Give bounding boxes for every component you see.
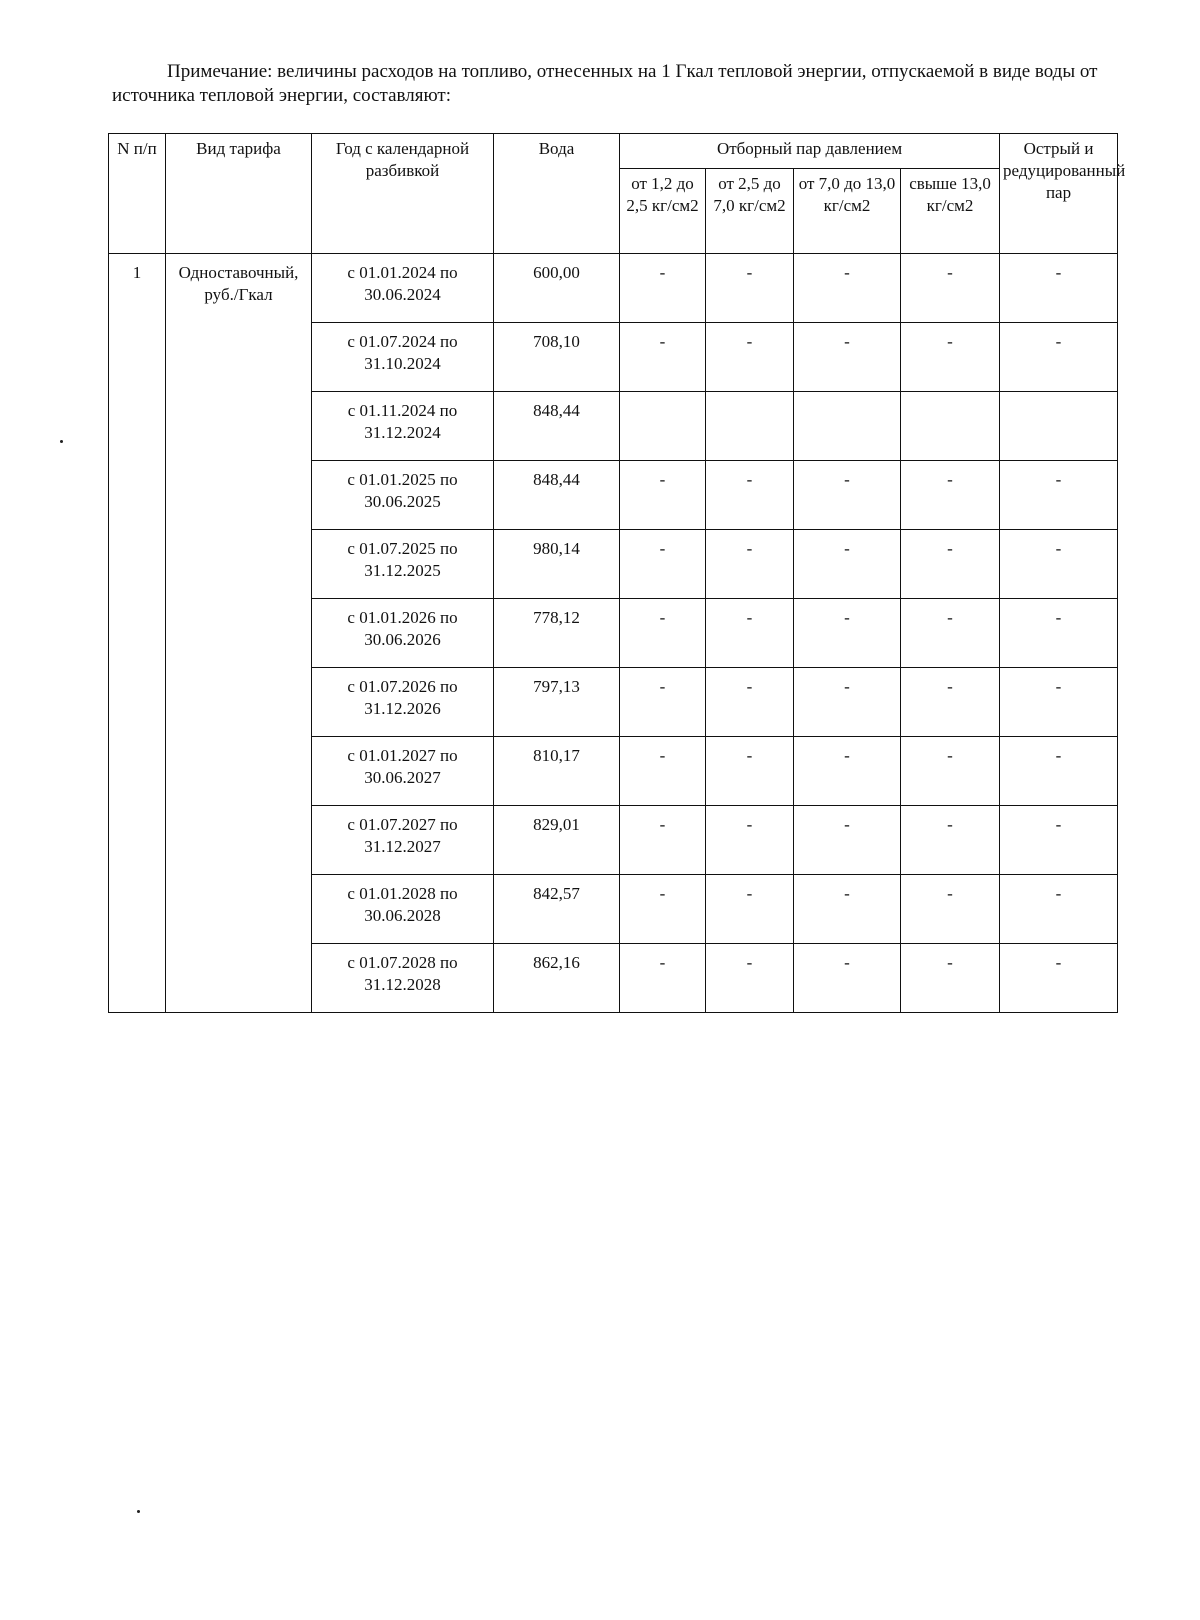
header-steam-1: от 1,2 до 2,5 кг/см2 <box>620 169 706 254</box>
steam-2-value <box>706 392 794 461</box>
acute-steam-value: - <box>1000 254 1118 323</box>
steam-3-value: - <box>794 668 901 737</box>
steam-1-value <box>620 392 706 461</box>
acute-steam-value <box>1000 392 1118 461</box>
steam-3-value: - <box>794 254 901 323</box>
acute-steam-value: - <box>1000 530 1118 599</box>
header-acute-steam: Острый и редуцированный пар <box>1000 134 1118 254</box>
header-steam-group: Отборный пар давлением <box>620 134 1000 169</box>
steam-4-value: - <box>901 323 1000 392</box>
note-paragraph: Примечание: величины расходов на топливо, отнесенных на 1 Гкал тепловой энергии, отпускаемой в виде воды от источника тепловой энергии, составляют: <box>112 61 1098 106</box>
steam-1-value: - <box>620 323 706 392</box>
period-cell: с 01.11.2024 по 31.12.2024 <box>312 392 494 461</box>
steam-4-value: - <box>901 461 1000 530</box>
steam-1-value: - <box>620 944 706 1013</box>
acute-steam-value: - <box>1000 875 1118 944</box>
water-value: 708,10 <box>494 323 620 392</box>
header-num: N п/п <box>109 134 166 254</box>
steam-3-value: - <box>794 461 901 530</box>
steam-4-value <box>901 392 1000 461</box>
steam-4-value: - <box>901 254 1000 323</box>
steam-1-value: - <box>620 461 706 530</box>
header-tariff-type: Вид тарифа <box>166 134 312 254</box>
steam-2-value: - <box>706 668 794 737</box>
period-cell: с 01.07.2026 по 31.12.2026 <box>312 668 494 737</box>
water-value: 829,01 <box>494 806 620 875</box>
steam-2-value: - <box>706 599 794 668</box>
water-value: 848,44 <box>494 461 620 530</box>
period-cell: с 01.01.2025 по 30.06.2025 <box>312 461 494 530</box>
tariff-name: Одноставочный, руб./Гкал <box>166 254 312 1013</box>
steam-3-value: - <box>794 737 901 806</box>
water-value: 797,13 <box>494 668 620 737</box>
water-value: 600,00 <box>494 254 620 323</box>
period-cell: с 01.01.2026 по 30.06.2026 <box>312 599 494 668</box>
steam-3-value: - <box>794 806 901 875</box>
steam-4-value: - <box>901 530 1000 599</box>
steam-2-value: - <box>706 254 794 323</box>
steam-1-value: - <box>620 875 706 944</box>
period-cell: с 01.07.2025 по 31.12.2025 <box>312 530 494 599</box>
steam-1-value: - <box>620 254 706 323</box>
steam-4-value: - <box>901 599 1000 668</box>
steam-3-value: - <box>794 323 901 392</box>
steam-3-value: - <box>794 530 901 599</box>
steam-1-value: - <box>620 806 706 875</box>
fuel-cost-table <box>108 133 1126 1013</box>
acute-steam-value: - <box>1000 737 1118 806</box>
steam-2-value: - <box>706 944 794 1013</box>
steam-3-value <box>794 392 901 461</box>
header-steam-3: от 7,0 до 13,0 кг/см2 <box>794 169 901 254</box>
steam-1-value: - <box>620 599 706 668</box>
acute-steam-value: - <box>1000 323 1118 392</box>
steam-4-value: - <box>901 944 1000 1013</box>
steam-4-value: - <box>901 737 1000 806</box>
acute-steam-value: - <box>1000 461 1118 530</box>
scan-speck <box>60 440 63 443</box>
steam-4-value: - <box>901 875 1000 944</box>
water-value: 848,44 <box>494 392 620 461</box>
table-row <box>109 254 1118 323</box>
water-value: 862,16 <box>494 944 620 1013</box>
steam-2-value: - <box>706 806 794 875</box>
water-value: 810,17 <box>494 737 620 806</box>
steam-4-value: - <box>901 668 1000 737</box>
steam-3-value: - <box>794 599 901 668</box>
water-value: 980,14 <box>494 530 620 599</box>
steam-1-value: - <box>620 668 706 737</box>
period-cell: с 01.01.2027 по 30.06.2027 <box>312 737 494 806</box>
steam-4-value: - <box>901 806 1000 875</box>
steam-1-value: - <box>620 737 706 806</box>
acute-steam-value: - <box>1000 668 1118 737</box>
steam-2-value: - <box>706 737 794 806</box>
steam-2-value: - <box>706 461 794 530</box>
steam-2-value: - <box>706 530 794 599</box>
steam-3-value: - <box>794 875 901 944</box>
steam-2-value: - <box>706 323 794 392</box>
header-steam-2: от 2,5 до 7,0 кг/см2 <box>706 169 794 254</box>
period-cell: с 01.01.2024 по 30.06.2024 <box>312 254 494 323</box>
period-cell: с 01.07.2027 по 31.12.2027 <box>312 806 494 875</box>
header-year: Год с календарной разбивкой <box>312 134 494 254</box>
steam-3-value: - <box>794 944 901 1013</box>
acute-steam-value: - <box>1000 944 1118 1013</box>
header-steam-4: свыше 13,0 кг/см2 <box>901 169 1000 254</box>
steam-1-value: - <box>620 530 706 599</box>
water-value: 778,12 <box>494 599 620 668</box>
period-cell: с 01.07.2028 по 31.12.2028 <box>312 944 494 1013</box>
period-cell: с 01.01.2028 по 30.06.2028 <box>312 875 494 944</box>
acute-steam-value: - <box>1000 806 1118 875</box>
steam-2-value: - <box>706 875 794 944</box>
header-water: Вода <box>494 134 620 254</box>
period-cell: с 01.07.2024 по 31.10.2024 <box>312 323 494 392</box>
scan-speck <box>137 1510 140 1513</box>
acute-steam-value: - <box>1000 599 1118 668</box>
row-number: 1 <box>109 254 166 1013</box>
water-value: 842,57 <box>494 875 620 944</box>
